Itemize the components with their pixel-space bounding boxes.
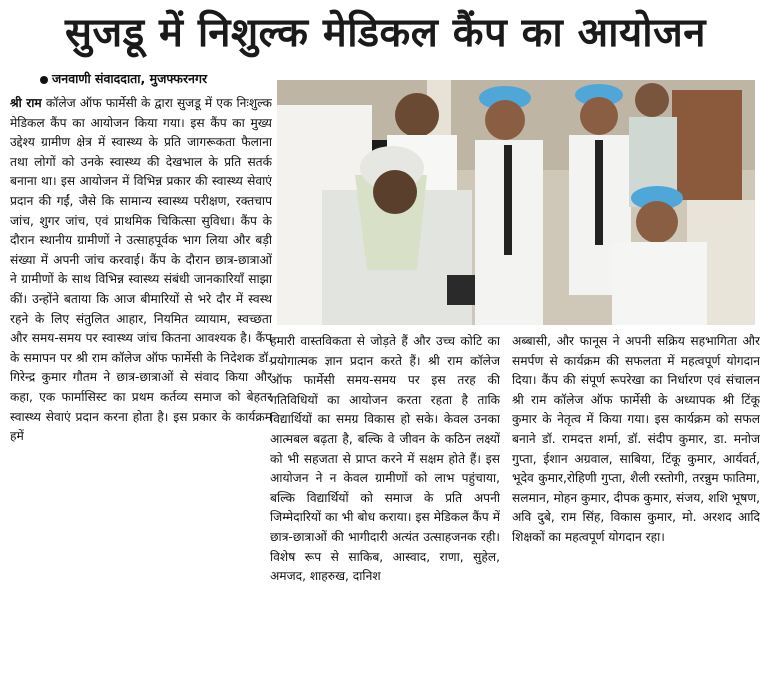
student-2-face [580,97,618,135]
article-column-2 [270,332,500,678]
student-2-tie [595,140,603,245]
article-column-1 [10,94,272,679]
medical-camp-photo [277,80,755,325]
patient-face [373,170,417,214]
student-3-coat [612,242,707,325]
bullet-icon [40,76,48,84]
headline: सुजडू में निशुल्क मेडिकल कैंप का आयोजन [65,10,706,56]
student-1-face [485,100,525,140]
column-1-text: कॉलेज ऑफ फार्मेसी के द्वारा सुजडू में एक निःशुल्क मेडिकल कैंप का आयोजन किया गया। इस कैंप का मुख्य उद्देश्य ग्रामीण क्षेत्र में स्वास्थ्य के प्रति जागरूकता फैलाना तथा लोगों को उनके स्वास्थ्य की देखभाल के प्रति सतर्क बनाना था। इस आयोजन में विभिन्न प्रकार की स्वास्थ्य सेवाएं प्रदान की गईं, जैसे कि सामान्य स्वास्थ्य परीक्षण, रक्तचाप जांच, शुगर जांच, एवं प्राथमिक चिकित्सा सुविधा। कैंप के दौरान स्थानीय ग्रामीणों ने उत्साहपूर्वक भाग लिया और बड़ी संख्या में अपनी जांच करवाई। कैंप के दौरान छात्र-छात्राओं ने ग्रामीणों के साथ विभिन्न स्वास्थ्य संबंधी जानकारियाँ साझा कीं। उन्होंने बताया कि आज बीमारियों से भरे दौर में स्वस्थ रहने के लिए संतुलित आहार, नियमित व्यायाम, स्वच्छता और समय-समय पर स्वास्थ्य जांच कितना आवश्यक है। कैंप के समापन पर श्री राम कॉलेज ऑफ फार्मेसी के निदेशक डॉ. गिरेन्द्र कुमार गौतम ने छात्र-छात्राओं से संवाद किया और कहा, एक फार्मासिस्ट का प्रथम कर्तव्य समाज को बेहतर स्वास्थ्य सेवाएं प्रदान करना होता है। इस प्रकार के कार्यक्रम हमें [10,96,272,444]
student-3-face [636,201,678,243]
lead-name: श्री राम [10,96,42,110]
bp-monitor [447,275,479,305]
article-column-3 [512,332,760,678]
dateline-text: जनवाणी संवाददाता, मुजफ्फरनगर [52,71,208,86]
door [672,90,742,200]
column-3-text: अब्बासी, और फानूस ने अपनी सक्रिय सहभागिता और समर्पण से कार्यक्रम की सफलता में महत्वपूर्ण योगदान दिया। कैंप की संपूर्ण रूपरेखा का निर्धारण एवं संचालन श्री राम कॉलेज ऑफ फार्मेसी के अध्यापक श्री टिंकू कुमार के नेतृत्व में किया गया। इस कार्यक्रम को सफल बनाने डॉ. रामदत्त शर्मा, डॉ. संदीप कुमार, डा. मनोज गुप्ता, ईशान अग्रवाल, साबिया, टिंकू कुमार, आर्यवर्त, भूदेव कुमार,रोहिणी गुप्ता, शैली रस्तोगी, तरन्नुम फातिमा, सलमान, मोहन कुमार, दीपक कुमार, संजय, शशि भूषण, अवि दुबे, राम सिंह, विकास कुमार, मो. अरशद आदि शिक्षकों का महत्वपूर्ण योगदान रहा। [512,334,760,544]
photo-illustration [277,80,755,325]
person-right-head [635,83,669,117]
dateline [40,70,280,88]
person-back-head [395,93,439,137]
column-2-text: हमारी वास्तविकता से जोड़ते हैं और उच्च कोटि का प्रयोगात्मक ज्ञान प्रदान करते हैं। श्री राम कॉलेज ऑफ फार्मेसी समय-समय पर इस तरह की गतिविधियों का आयोजन करता रहता है ताकि विद्यार्थियों का समग्र विकास हो सके। केवल उनका आत्मबल बढ़ता है, बल्कि वे जीवन के कठिन लक्ष्यों को भी सहजता से प्राप्त करने में सक्षम होते हैं। इस आयोजन ने न केवल ग्रामीणों को लाभ पहुंचाया, बल्कि विद्यार्थियों को समाज के प्रति अपनी जिम्मेदारियों का भी बोध कराया। इस मेडिकल कैंप में छात्र-छात्राओं की भागीदारी अत्यंत उत्साहजनक रही। विशेष रूप से साकिब, आस्वाद, राणा, सुहेल, अमजद, शाहरुख, दानिश [270,334,500,584]
student-1-tie [504,145,512,255]
